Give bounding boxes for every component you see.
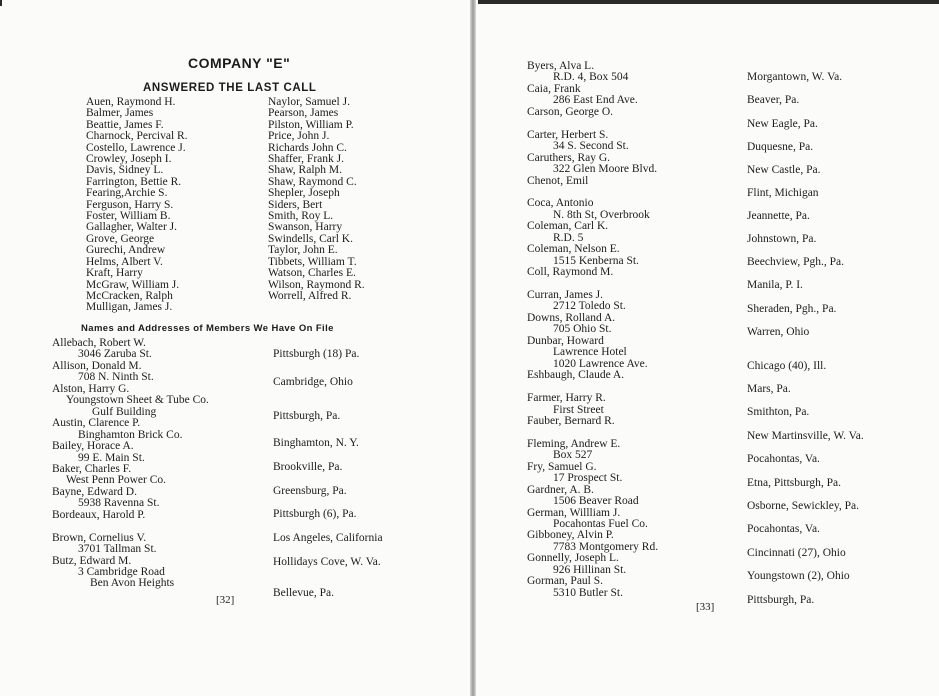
member-address-line: 7783 Montgomery Rd. — [553, 540, 659, 553]
member-address-line: 286 East End Ave. — [553, 94, 638, 107]
member-address-line: 705 Ohio St. — [553, 323, 612, 336]
member-address-line: 5938 Ravenna St. — [78, 497, 160, 510]
member-name: Austin, Clarence P. — [52, 417, 141, 430]
member-name: Bailey, Horace A. — [52, 440, 134, 453]
member-name: German, Willliam J. — [527, 506, 621, 519]
last-call-name: Charnock, Percival R. — [86, 130, 188, 143]
member-city: Flint, Michigan — [747, 187, 819, 200]
member-name: Dunbar, Howard — [527, 334, 604, 347]
last-call-name: Mulligan, James J. — [86, 301, 173, 314]
last-call-name: Helms, Albert V. — [86, 255, 163, 268]
member-city: Cincinnati (27), Ohio — [747, 546, 846, 559]
member-address-line: 3701 Tallman St. — [78, 543, 157, 556]
member-city: Binghamton, N. Y. — [273, 436, 359, 449]
member-city: Cambridge, Ohio — [273, 375, 353, 388]
member-address-line: First Street — [553, 403, 604, 416]
last-call-name: Naylor, Samuel J. — [268, 96, 350, 108]
member-city: Smithton, Pa. — [747, 405, 810, 418]
member-name: Coleman, Carl K. — [527, 220, 609, 233]
member-city: Beaver, Pa. — [747, 94, 800, 107]
member-name: Byers, Alva L. — [527, 60, 595, 72]
last-call-name: Crowley, Joseph I. — [86, 153, 172, 166]
member-city: New Castle, Pa. — [747, 164, 821, 177]
member-address-line: N. 8th St, Overbrook — [553, 208, 650, 221]
member-name: Allebach, Robert W. — [52, 337, 146, 349]
last-call-name: McGraw, William J. — [86, 278, 180, 291]
member-city: Hollidays Cove, W. Va. — [273, 555, 381, 568]
member-city: Chicago (40), Ill. — [747, 359, 827, 372]
member-name: Coleman, Nelson E. — [527, 243, 620, 256]
last-call-name: Swindells, Carl K. — [268, 232, 353, 245]
member-name: Chenot, Emil — [527, 174, 589, 187]
member-name: Fleming, Andrew E. — [527, 437, 621, 450]
member-city: Bellevue, Pa. — [273, 586, 334, 599]
last-call-name: Wilson, Raymond R. — [268, 278, 365, 291]
member-name: Fauber, Bernard R. — [527, 414, 615, 427]
member-address-line: 34 S. Second St. — [553, 140, 629, 153]
member-address-line: 2712 Toledo St. — [553, 300, 626, 313]
member-name: Carson, George O. — [527, 105, 614, 118]
member-name: Baker, Charles F. — [52, 462, 132, 475]
member-city: Los Angeles, California — [273, 531, 383, 544]
member-city: Beechview, Pgh., Pa. — [747, 255, 844, 268]
last-call-name: Gurechi, Andrew — [86, 244, 166, 257]
last-call-name: Auen, Raymond H. — [86, 96, 176, 108]
member-name: Curran, James J. — [527, 289, 604, 301]
members-section-heading: Names and Addresses of Members We Have On File — [81, 323, 334, 334]
last-call-name: Tibbets, William T. — [268, 255, 357, 268]
member-name: Eshbaugh, Claude A. — [527, 369, 625, 382]
member-name: Allison, Donald M. — [52, 359, 142, 372]
member-city: Brookville, Pa. — [273, 460, 343, 473]
member-name: Downs, Rolland A. — [527, 311, 616, 324]
member-address-line: R.D. 5 — [553, 231, 584, 244]
last-call-name: Price, John J. — [268, 130, 330, 143]
last-call-name: Siders, Bert — [268, 198, 323, 211]
member-address-line: 5310 Butler St. — [553, 586, 623, 599]
last-call-name: Ferguson, Harry S. — [86, 198, 174, 211]
member-name: Butz, Edward M. — [52, 554, 132, 567]
member-address-line: Binghamton Brick Co. — [78, 428, 183, 441]
member-address-line: Pocahontas Fuel Co. — [553, 518, 648, 530]
last-call-name: Swanson, Harry — [268, 221, 343, 234]
member-name: Gonnelly, Joseph L. — [527, 552, 619, 565]
member-city: Jeannette, Pa. — [747, 209, 810, 222]
member-city: Pittsburgh (18) Pa. — [273, 348, 360, 361]
member-address-line: Lawrence Hotel — [553, 346, 627, 359]
last-call-name: Gallagher, Walter J. — [86, 221, 178, 234]
member-name: Bordeaux, Harold P. — [52, 508, 146, 521]
member-city: Pocahontas, Va. — [747, 452, 820, 465]
last-call-column-1 — [86, 97, 188, 314]
member-address-line: 99 E. Main St. — [78, 451, 145, 464]
member-name: Farmer, Harry R. — [527, 392, 606, 405]
last-call-name: Smith, Roy L. — [268, 210, 334, 223]
member-city: Greensburg, Pa. — [273, 484, 347, 497]
member-address-line: Box 527 — [553, 449, 593, 462]
last-call-name: Farrington, Bettie R. — [86, 175, 182, 188]
right-page — [476, 0, 939, 696]
member-address-line: R.D. 4, Box 504 — [553, 71, 629, 84]
member-name: Carter, Herbert S. — [527, 128, 609, 141]
member-city: Johnstown, Pa. — [747, 232, 817, 245]
member-name: Caia, Frank — [527, 82, 581, 95]
member-address-line: Gulf Building — [92, 405, 157, 418]
member-name: Bayne, Edward D. — [52, 485, 137, 498]
member-city: New Martinsville, W. Va. — [747, 429, 864, 442]
last-call-name: Grove, George — [86, 232, 155, 245]
member-name: Coca, Antonio — [527, 197, 594, 210]
last-call-name: Richards John C. — [268, 141, 347, 154]
member-city: Pocahontas, Va. — [747, 522, 820, 535]
member-city: Pittsburgh, Pa. — [273, 410, 341, 423]
last-call-name: Pilston, William P. — [268, 118, 354, 131]
last-call-name: Shaw, Ralph M. — [268, 164, 343, 177]
member-city: Manila, P. I. — [747, 278, 803, 291]
last-call-name: Balmer, James — [86, 107, 154, 120]
last-call-name: Watson, Charles E. — [268, 267, 356, 280]
member-city: Warren, Ohio — [747, 325, 810, 338]
last-call-heading: ANSWERED THE LAST CALL — [143, 82, 317, 94]
last-call-name: Taylor, John E. — [268, 244, 338, 257]
member-name: Alston, Harry G. — [52, 382, 130, 395]
member-name: Coll, Raymond M. — [527, 266, 614, 279]
page-number-left: [32] — [216, 594, 235, 606]
last-call-name: Fearing,Archie S. — [86, 187, 168, 200]
member-name: Brown, Cornelius V. — [52, 531, 147, 544]
member-name: Caruthers, Ray G. — [527, 151, 611, 164]
member-city: Pittsburgh (6), Pa. — [273, 507, 357, 520]
member-address-line: 17 Prospect St. — [553, 472, 623, 485]
member-address-line: Ben Avon Heights — [90, 577, 175, 590]
member-city: Mars, Pa. — [747, 382, 791, 395]
last-call-name: Shaffer, Frank J. — [268, 153, 344, 166]
member-city: Sheraden, Pgh., Pa. — [747, 302, 837, 315]
page-number-right: [33] — [696, 601, 715, 613]
last-call-name: Shepler, Joseph — [268, 187, 340, 200]
member-address-line: 1020 Lawrence Ave. — [553, 357, 648, 370]
member-city: Etna, Pittsburgh, Pa. — [747, 476, 842, 489]
page-title: COMPANY "E" — [188, 55, 291, 71]
member-city: Duquesne, Pa. — [747, 141, 814, 154]
last-call-name: Davis, Sidney L. — [86, 164, 164, 177]
last-call-name: Costello, Lawrence J. — [86, 141, 186, 154]
last-call-name: Foster, William B. — [86, 210, 171, 223]
member-city: Osborne, Sewickley, Pa. — [747, 499, 859, 512]
member-city: New Eagle, Pa. — [747, 118, 818, 131]
member-city: Youngstown (2), Ohio — [747, 569, 850, 582]
last-call-name: Kraft, Harry — [86, 267, 143, 280]
member-address-line: 1515 Kenberna St. — [553, 254, 639, 267]
last-call-column-2 — [268, 97, 365, 302]
member-city: Morgantown, W. Va. — [747, 71, 843, 84]
member-address-line: 1506 Beaver Road — [553, 495, 639, 508]
member-address-line: 322 Glen Moore Blvd. — [553, 163, 658, 176]
member-name: Gibboney, Alvin P. — [527, 529, 614, 542]
member-name: Gardner, A. B. — [527, 483, 594, 496]
last-call-name: Beattie, James F. — [86, 118, 164, 131]
member-name: Fry, Samuel G. — [527, 460, 597, 473]
last-call-name: Shaw, Raymond C. — [268, 175, 357, 188]
member-address-line: 926 Hillinan St. — [553, 563, 627, 576]
member-address-line: Youngstown Sheet & Tube Co. — [66, 394, 209, 407]
member-city: Pittsburgh, Pa. — [747, 593, 815, 606]
member-address-line: 3046 Zaruba St. — [78, 348, 152, 361]
member-address-line: 708 N. Ninth St. — [78, 371, 154, 384]
member-address-line: West Penn Power Co. — [66, 474, 167, 487]
last-call-name: Worrell, Alfred R. — [268, 289, 352, 302]
member-address-line: 3 Cambridge Road — [78, 566, 165, 578]
last-call-name: McCracken, Ralph — [86, 289, 173, 302]
member-name: Gorman, Paul S. — [527, 575, 604, 588]
last-call-name: Pearson, James — [268, 107, 339, 120]
